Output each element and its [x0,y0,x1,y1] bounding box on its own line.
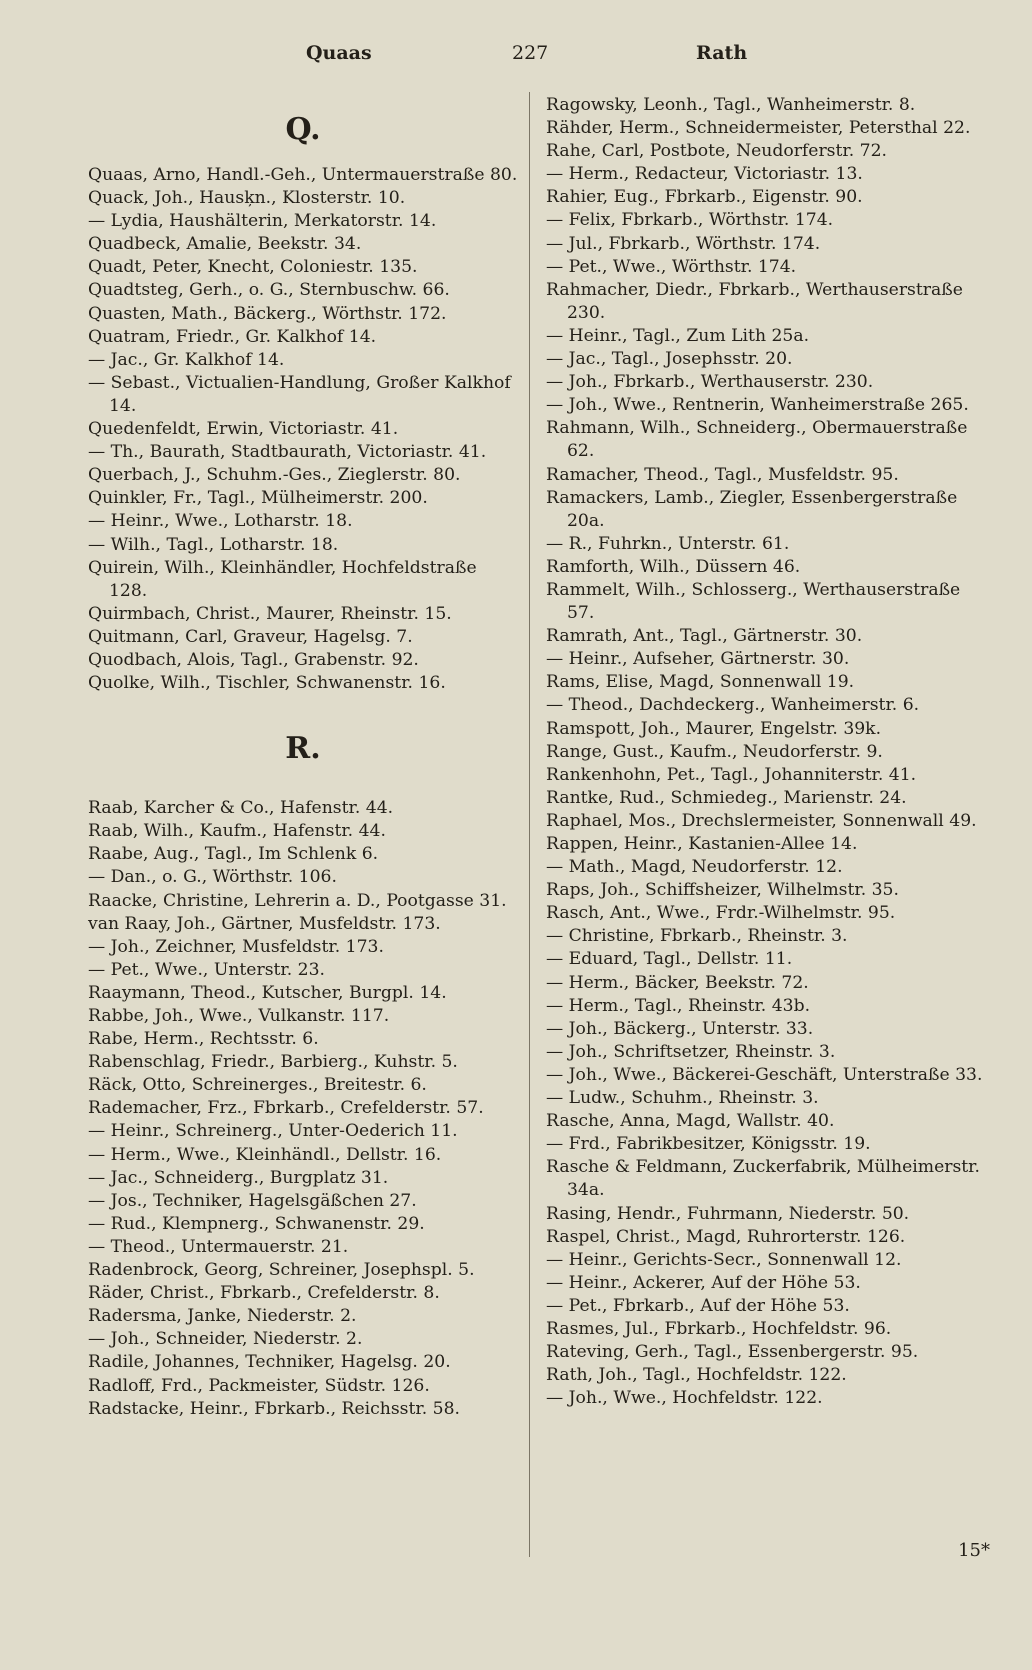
directory-entry: Quasten, Math., Bäckerg., Wörthstr. 172. [88,303,447,324]
directory-entry: Ragowsky, Leonh., Tagl., Wanheimerstr. 8. [546,95,916,115]
directory-entry: Rasche, Anna, Magd, Wallstr. 40. [546,1111,835,1132]
directory-entry: Quitmann, Carl, Graveur, Hagelsg. 7. [88,626,413,647]
directory-entry: Rademacher, Frz., Fbrkarb., Crefelderstr. 57. [88,1098,484,1119]
directory-entry: Radenbrock, Georg, Schreiner, Josephspl. 5. [88,1260,475,1281]
directory-entry: — Jac., Gr. Kalkhof 14. [88,349,285,370]
directory-entry: — Sebast., Victualien-Handlung, Großer Kalkhof 14. [88,372,511,416]
signature-mark: 15* [958,1540,990,1561]
directory-entry: Raaymann, Theod., Kutscher, Burgpl. 14. [88,982,447,1003]
directory-entry: — Joh., Wwe., Bäckerei-Geschäft, Unterstraße 33. [546,1064,983,1085]
directory-entry: — Jos., Techniker, Hagelsgäßchen 27. [88,1190,417,1211]
directory-entry: Rasche & Feldmann, Zuckerfabrik, Mülheimerstr. 34a. [546,1157,980,1201]
directory-entry: Quirein, Wilh., Kleinhändler, Hochfeldstraße 128. [88,557,477,601]
directory-entry: — Theod., Untermauerstr. 21. [88,1236,349,1257]
section-heading-q: Q. [285,112,321,147]
directory-entry: Rappen, Heinr., Kastanien-Allee 14. [546,834,858,854]
directory-entry: Ramacher, Theod., Tagl., Musfeldstr. 95. [546,464,899,485]
directory-entry: — Joh., Bäckerg., Unterstr. 33. [546,1018,814,1039]
directory-entry: — Ludw., Schuhm., Rheinstr. 3. [546,1088,819,1109]
directory-entry: Rams, Elise, Magd, Sonnenwall 19. [546,672,855,693]
directory-entry: Quedenfeldt, Erwin, Victoriastr. 41. [88,419,399,440]
directory-entry: Ramackers, Lamb., Ziegler, Essenbergerstraße 20a. [546,487,958,531]
directory-entry: — Jac., Tagl., Josephsstr. 20. [546,349,793,370]
directory-entry: van Raay, Joh., Gärtner, Musfeldstr. 173. [88,913,441,934]
directory-entry: — Herm., Bäcker, Beekstr. 72. [546,972,809,993]
directory-entry: — Heinr., Aufseher, Gärtnerstr. 30. [546,649,850,670]
header-left-word: Quaas [306,42,372,64]
section-heading-r: R. [285,731,321,767]
directory-entry: Rahmann, Wilh., Schneiderg., Obermauerstraße 62. [546,418,968,462]
directory-entry: — Heinr., Wwe., Lotharstr. 18. [88,511,353,532]
directory-entry: — Heinr., Tagl., Zum Lith 25a. [546,325,810,346]
directory-entry: — Pet., Wwe., Unterstr. 23. [88,959,326,980]
directory-entry: Rabbe, Joh., Wwe., Vulkanstr. 117. [88,1006,390,1026]
directory-entry: Rähder, Herm., Schneidermeister, Petersthal 22. [546,118,971,139]
directory-entry: — R., Fuhrkn., Unterstr. 61. [546,533,790,554]
directory-entry: Radersma, Janke, Niederstr. 2. [88,1306,357,1327]
directory-entry: — Herm., Redacteur, Victoriastr. 13. [546,164,863,185]
directory-entry: — Pet., Wwe., Wörthstr. 174. [546,256,797,277]
directory-entry: Rasch, Ant., Wwe., Frdr.-Wilhelmstr. 95. [546,903,896,924]
directory-entry: Rabe, Herm., Rechtsstr. 6. [88,1029,319,1050]
right-column [546,94,986,1410]
directory-entry: Quack, Joh., Hausķn., Klosterstr. 10. [88,188,406,209]
right-entry-list [546,94,986,1410]
directory-entry: Quodbach, Alois, Tagl., Grabenstr. 92. [88,649,419,670]
directory-entry: Rath, Joh., Tagl., Hochfeldstr. 122. [546,1365,847,1386]
page-number: 227 [512,42,549,64]
directory-entry: Rantke, Rud., Schmiedeg., Marienstr. 24. [546,787,907,808]
directory-entry: Quirmbach, Christ., Maurer, Rheinstr. 15. [88,603,452,624]
directory-entry: — Wilh., Tagl., Lotharstr. 18. [88,534,339,555]
header-right-word: Rath [696,42,748,64]
directory-entry: — Math., Magd, Neudorferstr. 12. [546,857,843,878]
directory-entry: Rankenhohn, Pet., Tagl., Johanniterstr. 41. [546,764,917,785]
directory-entry: Quatram, Friedr., Gr. Kalkhof 14. [88,326,377,347]
page-header [86,42,980,82]
directory-entry: — Lydia, Haushälterin, Merkatorstr. 14. [88,211,437,232]
directory-entry: Ramspott, Joh., Maurer, Engelstr. 39k. [546,718,882,739]
directory-entry: — Frd., Fabrikbesitzer, Königsstr. 19. [546,1134,871,1155]
directory-entry: Quolke, Wilh., Tischler, Schwanenstr. 16. [88,673,446,694]
directory-entry: Raabe, Aug., Tagl., Im Schlenk 6. [88,844,379,865]
directory-entry: Raspel, Christ., Magd, Ruhrorterstr. 126. [546,1226,906,1247]
directory-entry: Rasmes, Jul., Fbrkarb., Hochfeldstr. 96. [546,1318,892,1339]
directory-entry: — Th., Baurath, Stadtbaurath, Victoriastr. 41. [88,442,487,463]
directory-entry: Quadbeck, Amalie, Beekstr. 34. [88,234,362,255]
directory-entry: — Joh., Zeichner, Musfeldstr. 173. [88,936,384,957]
directory-entry: Quadtsteg, Gerh., o. G., Sternbuschw. 66. [88,280,450,301]
r-entry-list [88,797,518,1421]
directory-entry: — Joh., Wwe., Hochfeldstr. 122. [546,1388,823,1409]
directory-entry: Raps, Joh., Schiffsheizer, Wilhelmstr. 35. [546,880,899,901]
directory-entry: Querbach, J., Schuhm.-Ges., Zieglerstr. 80. [88,465,461,486]
directory-entry: Raab, Wilh., Kaufm., Hafenstr. 44. [88,821,386,842]
directory-entry: Quinkler, Fr., Tagl., Mülheimerstr. 200. [88,488,428,509]
directory-entry: Raphael, Mos., Drechslermeister, Sonnenwall 49. [546,810,977,831]
directory-entry: — Theod., Dachdeckerg., Wanheimerstr. 6. [546,695,920,716]
directory-entry: — Rud., Klempnerg., Schwanenstr. 29. [88,1213,425,1234]
directory-entry: Rammelt, Wilh., Schlosserg., Werthauserstraße 57. [546,579,961,624]
q-entry-list [88,164,518,695]
directory-entry: — Joh., Wwe., Rentnerin, Wanheimerstraße 265. [546,395,969,416]
directory-entry: — Heinr., Schreinerg., Unter-Oederich 11. [88,1121,458,1142]
directory-entry: — Jac., Schneiderg., Burgplatz 31. [88,1167,389,1188]
directory-entry: — Dan., o. G., Wörthstr. 106. [88,867,337,888]
column-divider [529,92,530,1557]
directory-entry: — Jul., Fbrkarb., Wörthstr. 174. [546,233,821,254]
directory-entry: Rasing, Hendr., Fuhrmann, Niederstr. 50. [546,1203,910,1224]
directory-entry: — Joh., Schneider, Niederstr. 2. [88,1329,363,1350]
directory-entry: Rahier, Eug., Fbrkarb., Eigenstr. 90. [546,187,863,208]
directory-entry: Ramrath, Ant., Tagl., Gärtnerstr. 30. [546,626,863,647]
directory-entry: Range, Gust., Kaufm., Neudorferstr. 9. [546,741,883,762]
directory-entry: Räder, Christ., Fbrkarb., Crefelderstr. 8. [88,1283,440,1304]
directory-entry: — Felix, Fbrkarb., Wörthstr. 174. [546,210,834,231]
directory-entry: — Heinr., Ackerer, Auf der Höhe 53. [546,1272,861,1293]
directory-entry: Radstacke, Heinr., Fbrkarb., Reichsstr. 58. [88,1398,460,1419]
directory-entry: Radloff, Frd., Packmeister, Südstr. 126. [88,1375,430,1396]
directory-entry: Quaas, Arno, Handl.-Geh., Untermauerstraße 80. [88,165,518,185]
directory-entry: Raab, Karcher & Co., Hafenstr. 44. [88,798,394,819]
directory-entry: — Joh., Schriftsetzer, Rheinstr. 3. [546,1041,836,1062]
directory-entry: Quadt, Peter, Knecht, Coloniestr. 135. [88,257,418,278]
directory-entry: Rateving, Gerh., Tagl., Essenbergerstr. 95. [546,1342,919,1363]
directory-entry: — Heinr., Gerichts-Secr., Sonnenwall 12. [546,1249,902,1270]
directory-entry: — Christine, Fbrkarb., Rheinstr. 3. [546,926,848,947]
directory-entry: — Herm., Tagl., Rheinstr. 43b. [546,995,811,1016]
directory-entry: Rabenschlag, Friedr., Barbierg., Kuhstr. 5. [88,1052,458,1073]
directory-entry: Rahmacher, Diedr., Fbrkarb., Werthauserstraße 230. [546,279,963,323]
directory-entry: — Eduard, Tagl., Dellstr. 11. [546,949,793,970]
directory-entry: Ramforth, Wilh., Düssern 46. [546,556,801,577]
directory-entry: Radile, Johannes, Techniker, Hagelsg. 20. [88,1352,451,1373]
left-column [88,92,518,1421]
directory-entry: — Joh., Fbrkarb., Werthauserstr. 230. [546,372,874,393]
directory-entry: Raacke, Christine, Lehrerin a. D., Pootgasse 31. [88,890,507,911]
directory-entry: Rahe, Carl, Postbote, Neudorferstr. 72. [546,141,887,162]
directory-entry: — Pet., Fbrkarb., Auf der Höhe 53. [546,1295,850,1316]
directory-entry: — Herm., Wwe., Kleinhändl., Dellstr. 16. [88,1144,442,1165]
directory-entry: Räck, Otto, Schreinerges., Breitestr. 6. [88,1075,427,1096]
